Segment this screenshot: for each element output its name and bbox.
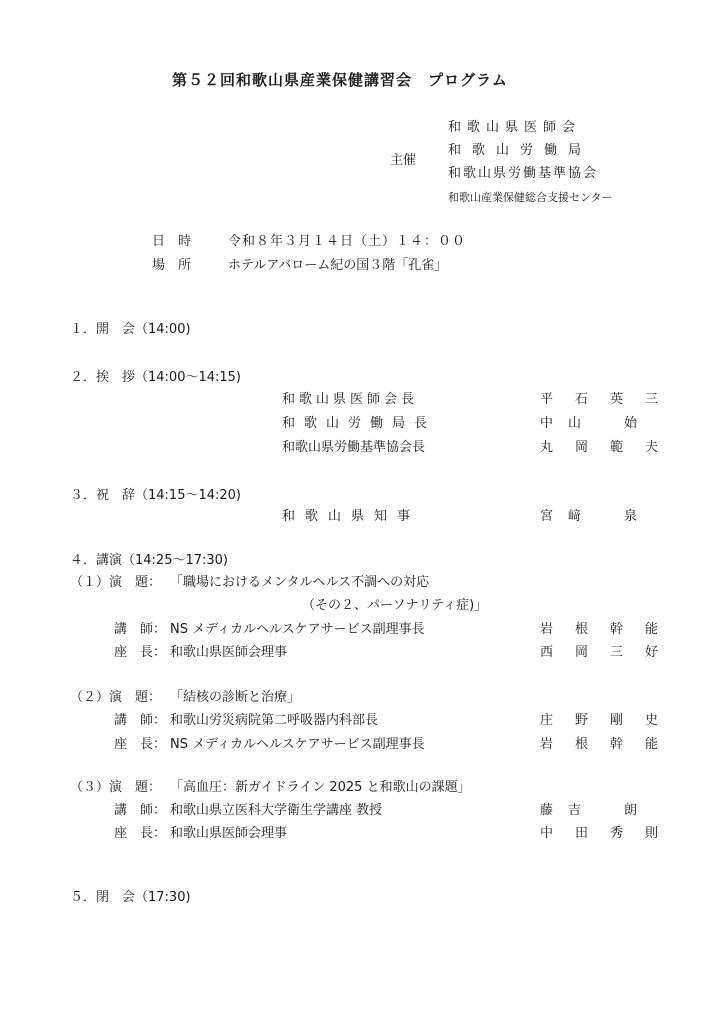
greeting-name-1: 平石英三: [540, 392, 681, 407]
lecture-1-topic: 「職場におけるメンタルヘルス不調への対応: [170, 575, 430, 590]
greeting-title-3: 和歌山県労働基準協会長: [282, 440, 426, 455]
lecture-2-topic: 「結核の診断と治療」: [170, 690, 301, 705]
congrats-name: 宮﨑 泉: [540, 509, 653, 524]
greeting-name-2: 中山 始: [540, 416, 653, 431]
lecture-3-chair: 和歌山県医師会理事: [170, 826, 288, 841]
lecture-1-chair-name: 西岡三好: [540, 645, 681, 660]
date-value: 令和８年３月１４日（土）１４：００: [228, 234, 467, 249]
greeting-title-2: 和歌山労働局長: [282, 416, 437, 431]
section-congrats-heading: ３．祝 辞（14:15～14:20): [70, 488, 241, 503]
section-lectures-heading: ４．講演（14:25～17:30): [70, 553, 228, 568]
lecture-1-lecturer-label: 講 師：: [114, 622, 167, 637]
lecture-1-lecturer-name: 岩根幹能: [540, 622, 681, 637]
sponsor-org-2: 和歌山労働局: [448, 143, 593, 158]
document-title: 第５２回和歌山県産業保健講習会 プログラム: [172, 71, 508, 89]
lecture-2-chair-label: 座 長：: [114, 737, 167, 752]
section-closing: ５．閉 会（17:30): [70, 890, 191, 905]
place-value: ホテルアバローム紀の国３階「孔雀」: [228, 258, 448, 273]
section-greeting-heading: ２．挨 拶（14:00～14:15): [70, 370, 241, 385]
lecture-1-chair-label: 座 長：: [114, 645, 167, 660]
lecture-3-lecturer-label: 講 師：: [114, 803, 167, 818]
lecture-1-lecturer: NS メディカルヘルスケアサービス副理事長: [170, 622, 425, 637]
sponsor-org-4: 和歌山産業保健総合支援センター: [448, 191, 613, 204]
place-label: 場 所: [152, 258, 192, 273]
lecture-2-lecturer-name: 庄野剛史: [540, 713, 681, 728]
lecture-2-lecturer-label: 講 師：: [114, 713, 167, 728]
sponsor-org-3: 和歌山県労働基準協会: [448, 166, 599, 181]
lecture-1-chair: 和歌山県医師会理事: [170, 645, 288, 660]
greeting-title-1: 和歌山県医師会長: [282, 392, 419, 407]
lecture-3-lecturer-name: 藤吉 朗: [540, 803, 653, 818]
lecture-3-topic: 「高血圧：新ガイドライン 2025 と和歌山の課題」: [170, 780, 471, 795]
lecture-2-lecturer: 和歌山労災病院第二呼吸器内科部長: [170, 713, 379, 728]
congrats-title: 和歌山県知事: [282, 509, 421, 524]
lecture-3-topic-label: （３）演 題：: [70, 780, 162, 795]
greeting-name-3: 丸岡範夫: [540, 440, 681, 455]
lecture-2-topic-label: （２）演 題：: [70, 690, 162, 705]
lecture-1-topic-label: （１）演 題：: [70, 575, 162, 590]
lecture-3-chair-name: 中田秀則: [540, 826, 681, 841]
lecture-3-lecturer: 和歌山県立医科大学衛生学講座 教授: [170, 803, 383, 818]
sponsor-label: 主催: [390, 153, 417, 168]
lecture-2-chair-name: 岩根幹能: [540, 737, 681, 752]
lecture-3-chair-label: 座 長：: [114, 826, 167, 841]
lecture-1-topic-line2: （その２、パーソナリティ症)」: [302, 598, 488, 613]
lecture-2-chair: NS メディカルヘルスケアサービス副理事長: [170, 737, 425, 752]
sponsor-org-1: 和歌山県医師会: [448, 120, 582, 135]
section-opening: １．開 会（14:00): [70, 322, 191, 337]
date-label: 日 時: [152, 234, 192, 249]
